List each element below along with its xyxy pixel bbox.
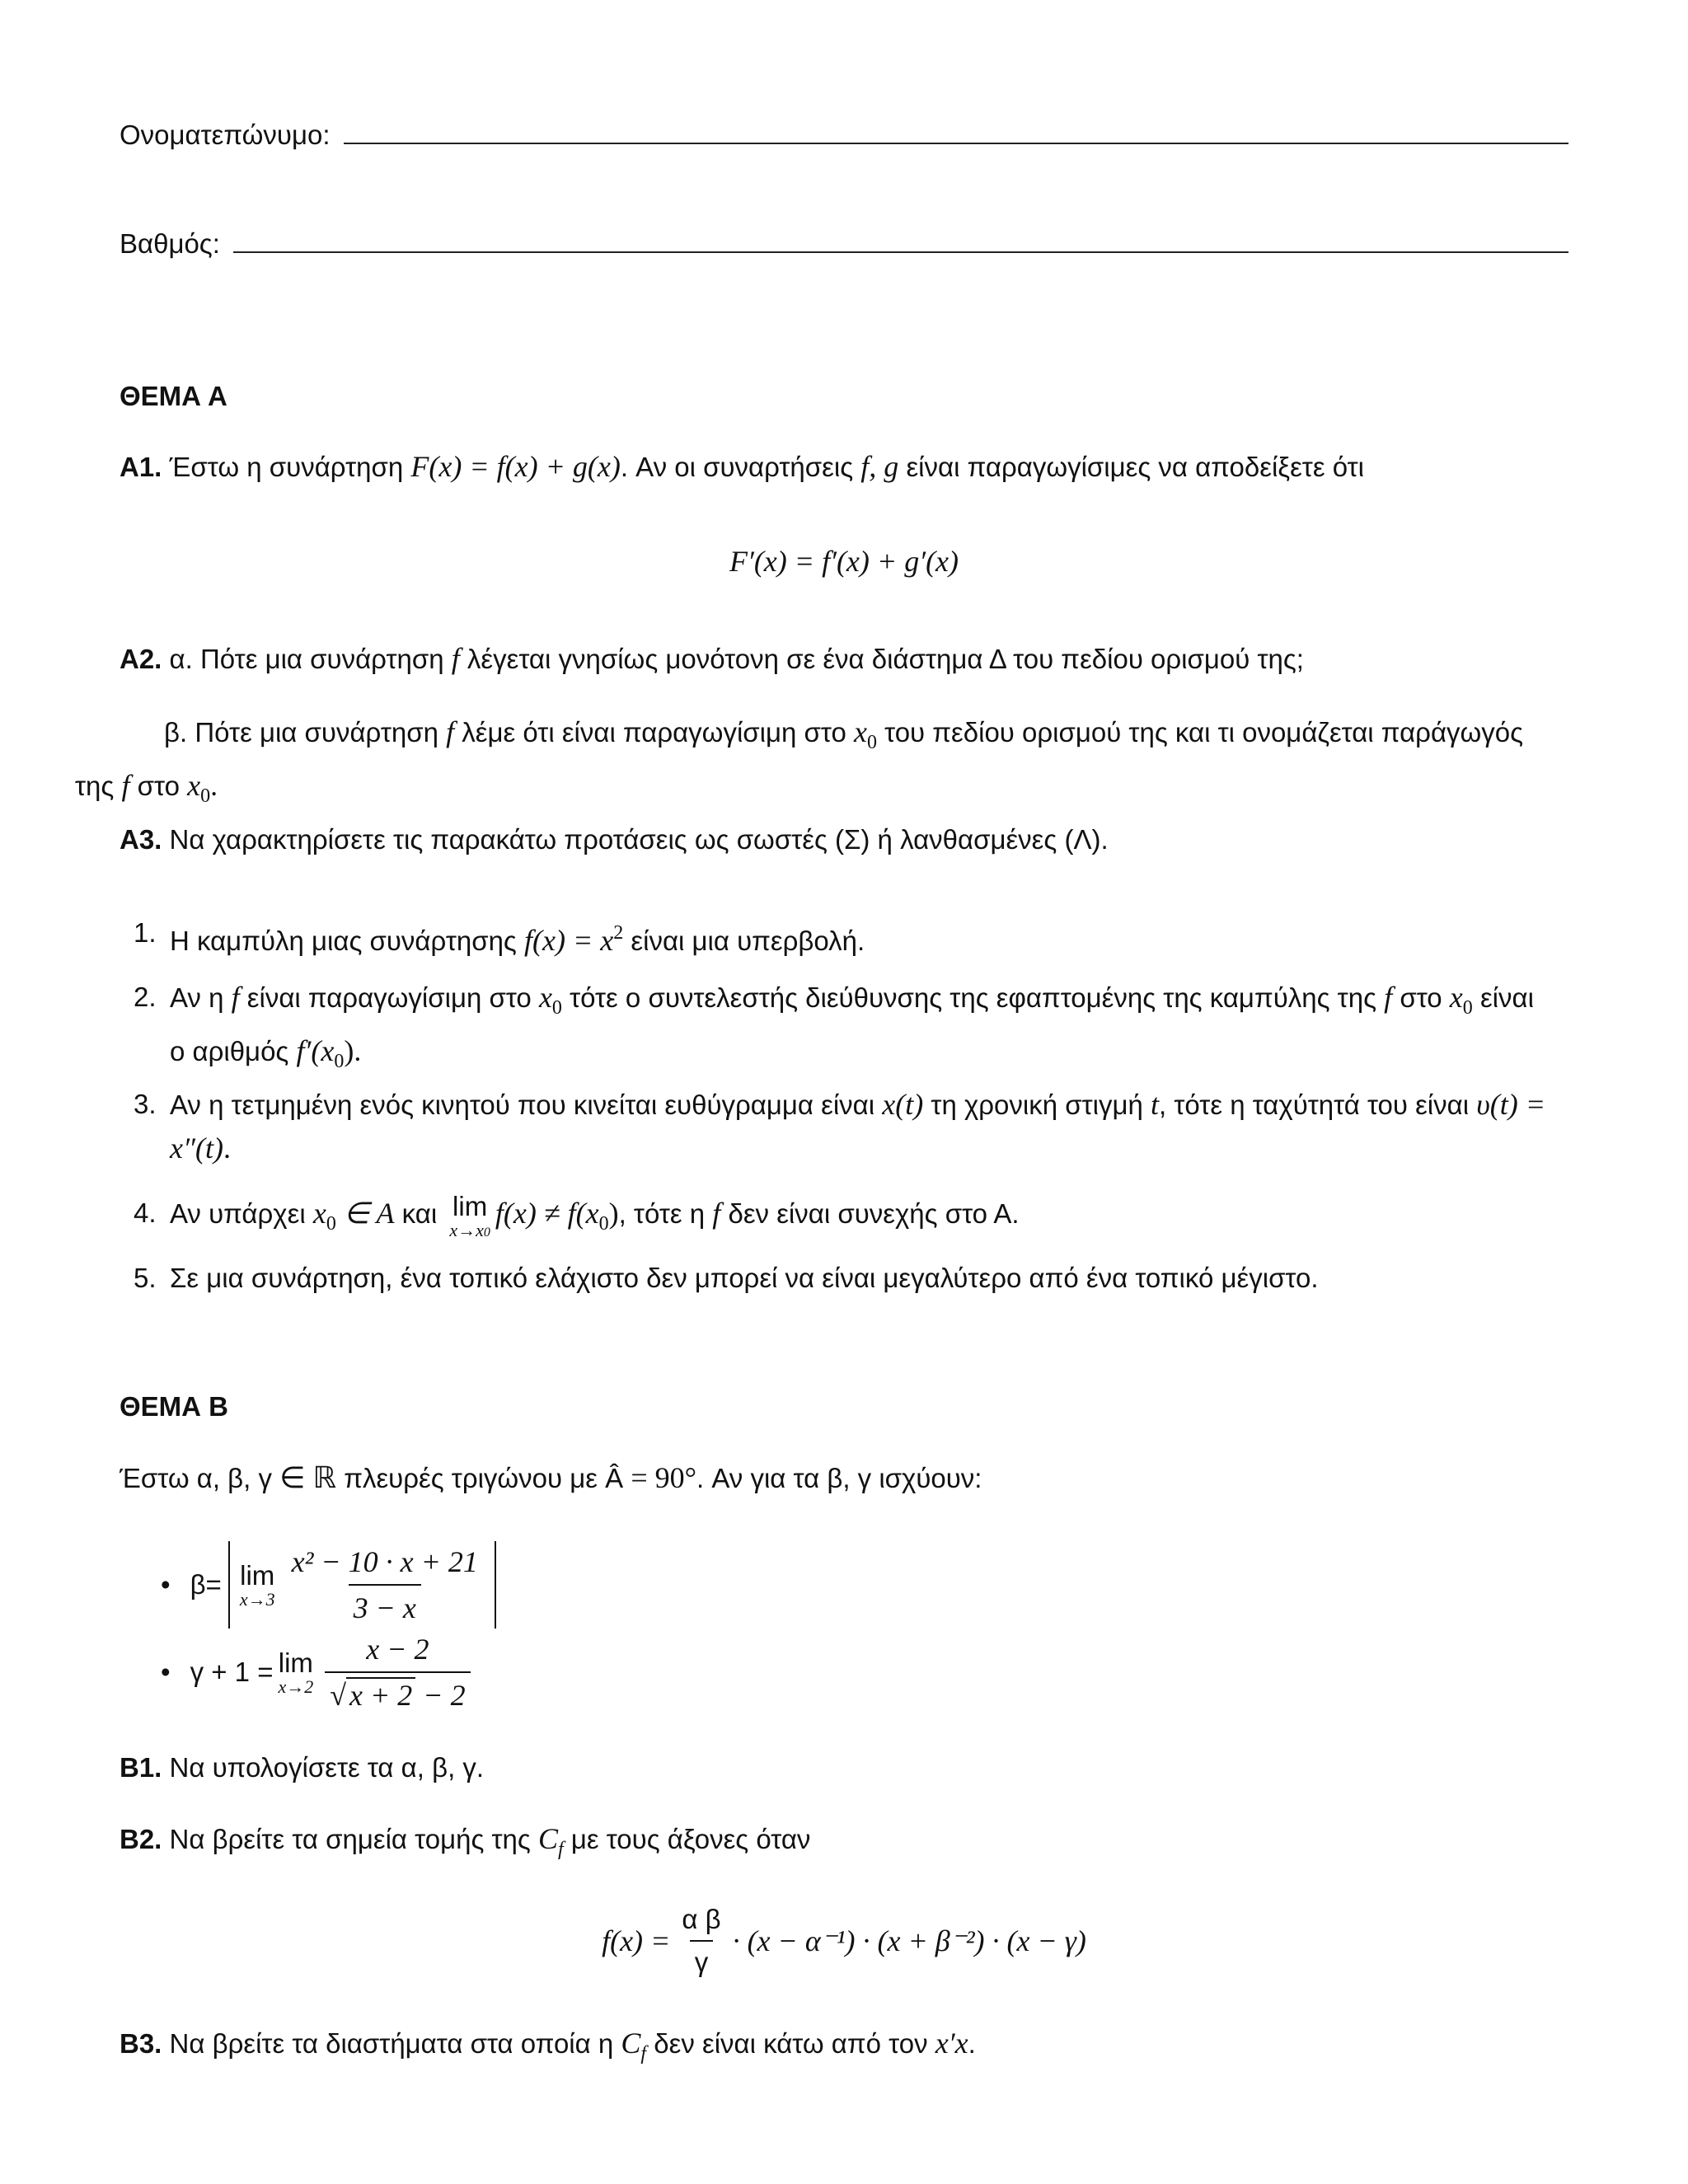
name-underline[interactable] [344, 143, 1568, 144]
grade-label: Βαθμός: [120, 228, 220, 259]
question-a2b: β. Πότε μια συνάρτηση f λέμε ότι είναι παραγωγίσιμη στο $x_0$ του πεδίου ορισμού της και τι ονομάζεται παράγωγός της f στο $x_0$. [75, 715, 1524, 807]
grade-underline[interactable] [233, 251, 1568, 253]
list-item: 3. Αν η τετμημένη ενός κινητού που κινείται ευθύγραμμα είναι x(t) τη χρονική στιγμή t, τότε η ταχύτητά του είναι υ(t) = x″(t). [134, 1088, 1546, 1165]
question-a1: Α1. Έστω η συνάρτηση F(x) = f(x) + g(x). Αν οι συναρτήσεις f, g είναι παραγωγίσιμες να αποδείξετε ότι [120, 450, 1364, 483]
absolute-value: lim x→3 $\frac{\text{x² − 10 · x + 21}}{3 - x}$ [228, 1541, 496, 1629]
list-item: 1. Η καμπύλη μιας συνάρτησης $f(x) = x^2$ είναι μια υπερβολή. [134, 917, 865, 957]
question-b2: Β2. Να βρείτε τα σημεία τομής της $C_f$ με τους άξονες όταν [120, 1822, 811, 1860]
list-item: 4. Αν υπάρχει $x_0$ ∈ A και lim x→x0 $f(x) \ne f(x_0)$, τότε η f δεν είναι συνεχής στο Α. [134, 1190, 1020, 1240]
theme-b-intro: Έστω α, β, γ ∈ ℝ πλευρές τριγώνου με Â = 90°. Αν για τα β, γ ισχύουν: [120, 1461, 982, 1494]
question-a2a: Α2. α. Πότε μια συνάρτηση f λέγεται γνησίως μονότονη σε ένα διάστημα Δ του πεδίου ορισμού της; [120, 642, 1304, 675]
name-field-row [120, 120, 1568, 151]
name-label: Ονοματεπώνυμο: [120, 120, 331, 150]
theme-b-title: ΘΕΜΑ Β [120, 1391, 228, 1422]
b2-formula: f(x) = $\frac{\text{α β}}{\gamma}$ · (x − α⁻¹) · (x + β⁻²) · (x − γ) [602, 1904, 1086, 1977]
question-b1: Β1. Να υπολογίσετε τα α, β, γ. [120, 1752, 485, 1783]
question-b3: Β3. Να βρείτε τα διαστήματα στα οποία η $C_f$ δεν είναι κάτω από τον x′x. [120, 2027, 976, 2064]
limit-x0: lim x→x0 [449, 1190, 490, 1240]
grade-field-row [120, 228, 1568, 260]
list-item: 5. Σε μια συνάρτηση, ένα τοπικό ελάχιστο δεν μπορεί να είναι μεγαλύτερο από ένα τοπικό μέγιστο. [134, 1263, 1319, 1293]
a1-formula: F′(x) = f′(x) + g′(x) [729, 545, 959, 578]
bullet-beta: • β= lim x→3 $\frac{\text{x² − 10 · x + 21}}{3 - x}$ [161, 1541, 496, 1629]
theme-a-title: ΘΕΜΑ Α [120, 381, 227, 411]
list-item: 2. Αν η f είναι παραγωγίσιμη στο $x_0$ τότε ο συντελεστής διεύθυνσης της εφαπτομένης της καμπύλης της f στο $x_0$ είναι ο αριθμός $f'(x_0)$. [134, 981, 1534, 1072]
bullet-gamma: • γ + 1 = lim x→2 $\frac{x - 2}{√ x + 2 - 2}$ [161, 1632, 477, 1713]
question-a3: Α3. Να χαρακτηρίσετε τις παρακάτω προτάσεις ως σωστές (Σ) ή λανθασμένες (Λ). [120, 824, 1109, 855]
